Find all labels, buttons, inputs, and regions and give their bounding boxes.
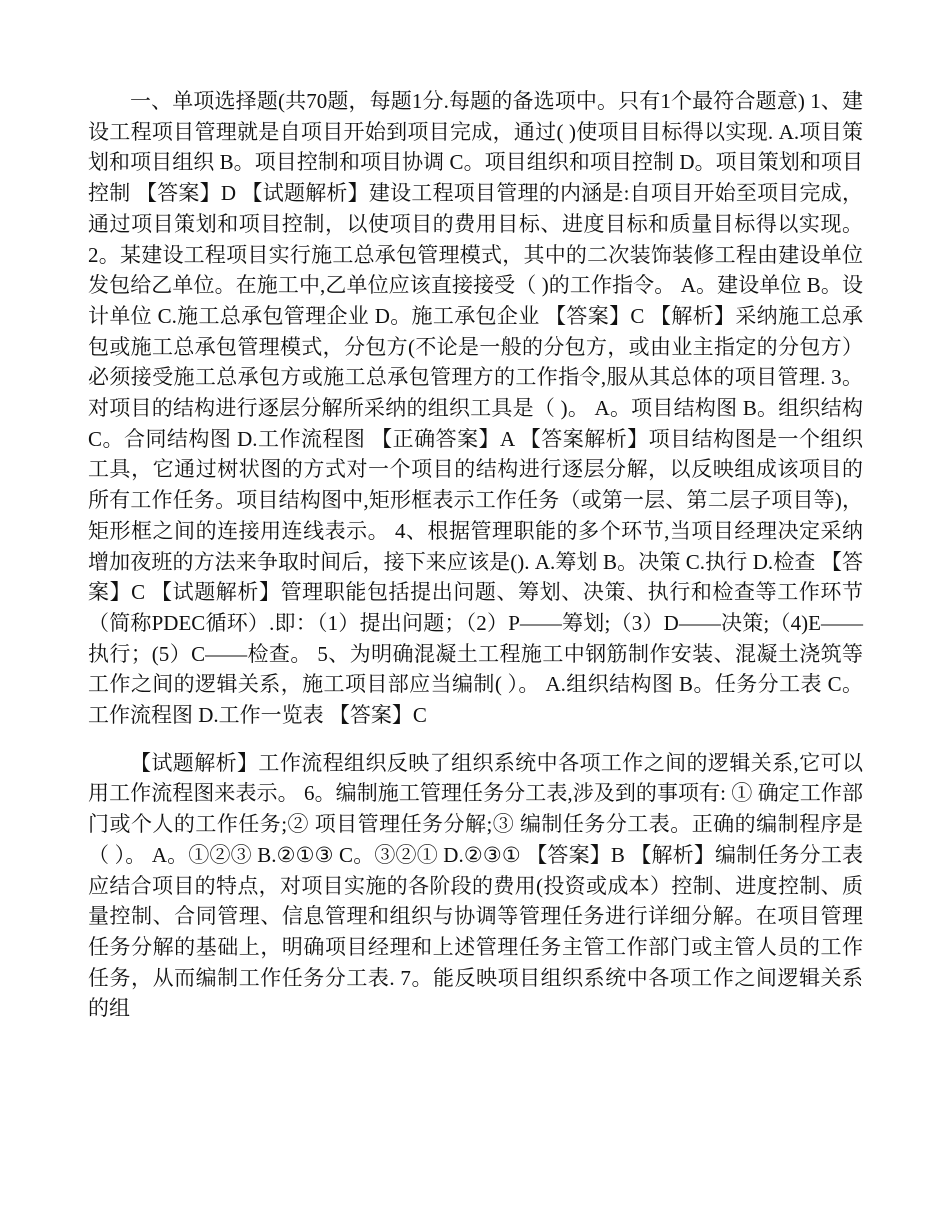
paragraph-questions-1-5: 一、单项选择题(共70题，每题1分.每题的备选项中。只有1个最符合题意) 1、建设工程项目管理就是自项目开始到项目完成，通过( )使项目目标得以实现. A.项目策划和项目组织 B。项目控制和项目协调 C。项目组织和项目控制 D。项目策划和项目控制 【答案】D 【试题解析】建设工程项目管理的内涵是:自项目开始至项目完成，通过项目策划和项目控制，以使项目的费用目标、进度目标和质量目标得以实现。 2。某建设工程项目实行施工总承包管理模式，其中的二次装饰装修工程由建设单位发包给乙单位。在施工中,乙单位应该直接接受（ )的工作指令。 A。建设单位 B。设计单位 C.施工总承包管理企业 D。施工承包企业 【答案】C 【解析】采纳施工总承包或施工总承包管理模式，分包方(不论是一般的分包方，或由业主指定的分包方）必须接受施工总承包方或施工总承包管理方的工作指令,服从其总体的项目管理. 3。对项目的结构进行逐层分解所采纳的组织工具是（ )。 A。项目结构图 B。组织结构 C。合同结构图 D.工作流程图 【正确答案】A 【答案解析】项目结构图是一个组织工具，它通过树状图的方式对一个项目的结构进行逐层分解，以反映组成该项目的所有工作任务。项目结构图中,矩形框表示工作任务（或第一层、第二层子项目等)，矩形框之间的连接用连线表示。 4、根据管理职能的多个环节,当项目经理决定采纳增加夜班的方法来争取时间后，接下来应该是(). A.筹划 B。决策 C.执行 D.检查 【答案】C 【试题解析】管理职能包括提出问题、筹划、决策、执行和检查等工作环节（简称PDEC循环）.即：（1）提出问题；（2）P——筹划;（3）D——决策;（4)E——执行；(5）C——检查。 5、为明确混凝土工程施工中钢筋制作安装、混凝土浇筑等工作之间的逻辑关系，施工项目部应当编制( ）。 A.组织结构图 B。任务分工表 C。工作流程图 D.工作一览表 【答案】C — [88, 89, 863, 728]
document-page — [88, 86, 863, 1024]
paragraph-questions-5-7: 【试题解析】工作流程组织反映了组织系统中各项工作之间的逻辑关系,它可以用工作流程图来表示。 6。编制施工管理任务分工表,涉及到的事项有: ① 确定工作部门或个人的工作任务;② 项目管理任务分解;③ 编制任务分工表。正确的编制程序是（ ）。 A。①②③ B.②①③ C。③②① D.②③① 【答案】B 【解析】编制任务分工表应结合项目的特点，对项目实施的各阶段的费用(投资或成本）控制、进度控制、质量控制、合同管理、信息管理和组织与协调等管理任务进行详细分解。在项目管理任务分解的基础上，明确项目经理和上述管理任务主管工作部门或主管人员的工作任务，从而编制工作任务分工表. 7。能反映项目组织系统中各项工作之间逻辑关系的组 — [88, 750, 863, 1021]
